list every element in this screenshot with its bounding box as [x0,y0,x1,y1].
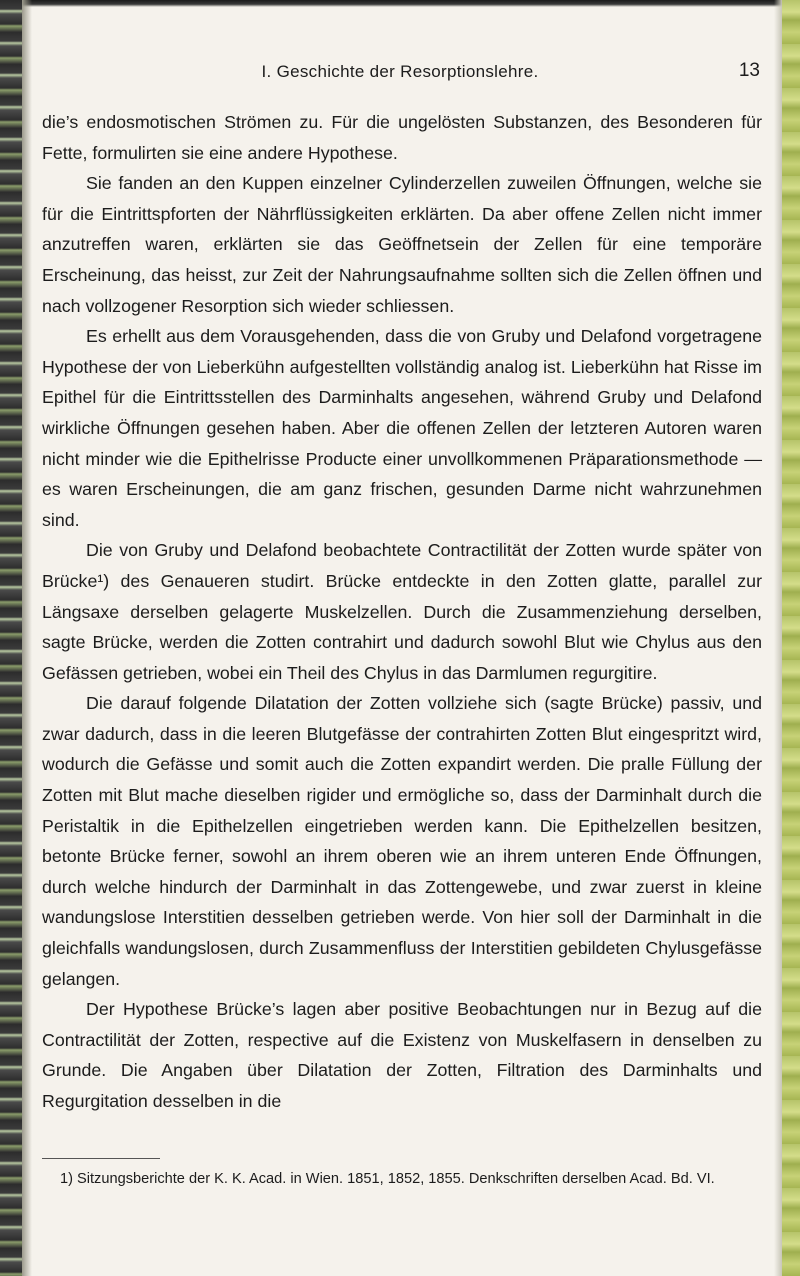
running-title: I. Geschichte der Resorptionslehre. [261,62,539,81]
body-text [42,107,762,1117]
page-number: 13 [738,60,760,81]
scan-binding-edge [0,0,22,1276]
scan-color-edge [782,0,800,1276]
paragraph-1: die’s endosmotischen Strömen zu. Für die ungelösten Substanzen, des Besonderen für Fette, formulirten sie eine andere Hypothese. [42,112,762,163]
footnote-divider [42,1158,160,1159]
paragraph-3: Es erhellt aus dem Vorausgehenden, dass die von Gruby und Delafond vorgetragene Hypothese der von Lieberkühn aufgestellten vollständig analog ist. Lieberkühn hat Risse im Epithel für die Eintrittsstellen des Darminhalts angesehen, während Gruby und Delafond wirkliche Öffnungen gesehen haben. Aber die offenen Zellen der letzteren Autoren waren nicht minder wie die Epithelrisse Producte einer unvollkommenen Präparationsmethode — es waren Erscheinungen, die am ganz frischen, gesunden Darme nicht wahrzunehmen sind. [42,326,762,530]
scan-top-edge [0,0,800,7]
paragraph-2: Sie fanden an den Kuppen einzelner Cylinderzellen zuweilen Öffnungen, welche sie für die Eintrittspforten der Nährflüssigkeiten erklärten. Da aber offene Zellen nicht immer anzutreffen waren, erklärten sie das Geöffnetsein der Zellen für eine temporäre Erscheinung, das heisst, zur Zeit der Nahrungsaufnahme sollten sich die Zellen öffnen und nach vollzogener Resorption sich wieder schliessen. [42,173,762,316]
paragraph-4: Die von Gruby und Delafond beobachtete Contractilität der Zotten wurde später von Brücke¹) des Genaueren studirt. Brücke entdeckte in den Zotten glatte, parallel zur Längsaxe derselben gelagerte Muskelzellen. Durch die Zusammenziehung derselben, sagte Brücke, werden die Zotten contrahirt und dadurch sowohl Blut wie Chylus aus den Gefässen getrieben, wobei ein Theil des Chylus in das Darmlumen regurgitire. [42,540,762,683]
paragraph-5: Die darauf folgende Dilatation der Zotten vollziehe sich (sagte Brücke) passiv, und zwar dadurch, dass in die leeren Blutgefässe der contrahirten Zotten Blut eingespritzt wird, wodurch die Gefässe und somit auch die Zotten expandirt werden. Die pralle Füllung der Zotten mit Blut mache dieselben rigider und ermögliche so, dass der Darminhalt durch die Peristaltik in die Epithelzellen eingetrieben werden kann. Die Epithelzellen besitzen, betonte Brücke ferner, sowohl an ihrem oberen wie an ihrem unteren Ende Öffnungen, durch welche hindurch der Darminhalt in das Zottengewebe, und zwar zuerst in kleine wandungslose Interstitien desselben getrieben werde. Von hier soll der Darminhalt in die gleichfalls wandungslosen, durch Zusammenfluss der Interstitien gebildeten Chylusgefässe gelangen. [42,693,762,989]
footnote: 1) Sitzungsberichte der K. K. Acad. in Wien. 1851, 1852, 1855. Denkschriften derselben Acad. Bd. VI. [60,1171,715,1187]
paragraph-6: Der Hypothese Brücke’s lagen aber positive Beobachtungen nur in Bezug auf die Contractilität der Zotten, respective auf die Existenz von Muskelfasern in denselben zu Grunde. Die Angaben über Dilatation der Zotten, Filtration des Darminhalts und Regurgitation desselben in die [42,999,762,1111]
running-header [40,60,760,90]
